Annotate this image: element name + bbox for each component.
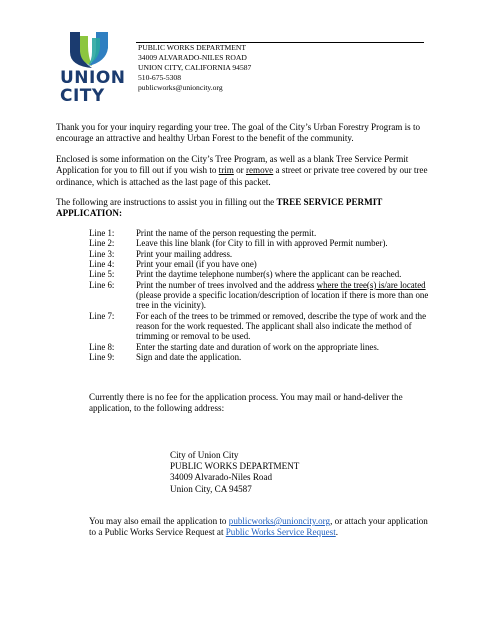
closing-text-b: , or attach your application to a Public Works Service Request at (89, 516, 428, 538)
mailing-address-line: City of Union City (170, 450, 239, 460)
instruction-text: Print the daytime telephone number(s) where the applicant can be reached. (136, 269, 402, 280)
instruction-text: Leave this line blank (for City to fill in with approved Permit number). (136, 238, 388, 249)
instruction-label: Line 1: (89, 228, 115, 238)
instruction-text (136, 280, 434, 311)
enclosed-paragraph (56, 154, 428, 188)
instruction-row (89, 342, 434, 352)
mailing-address-line: PUBLIC WORKS DEPARTMENT (170, 461, 300, 472)
union-city-logo (56, 30, 128, 108)
instructions-intro-text: The following are instructions to assist you in filling out the (56, 197, 277, 207)
letterhead-phone: 510-675-5308 (138, 73, 182, 82)
instruction-text: Enter the starting date and duration of work on the appropriate lines. (136, 341, 380, 352)
closing-text-c: . (335, 527, 339, 538)
closing-paragraph (89, 516, 429, 539)
or-word: or (233, 165, 246, 176)
instruction-text: Print your email (if you have one) (136, 259, 257, 270)
instruction-label: Line 6: (89, 279, 115, 290)
instruction-row (89, 238, 434, 248)
trim-word: trim (218, 165, 234, 176)
instruction-label: Line 3: (89, 248, 115, 259)
instruction-label: Line 7: (89, 310, 115, 321)
instructions-intro-bold: TREE SERVICE PERMIT APPLICATION: (56, 197, 383, 219)
logo-text-city: CITY (60, 86, 105, 106)
instruction-row (89, 280, 434, 311)
instruction-text: Sign and date the application. (136, 352, 242, 363)
instruction-row (89, 269, 434, 279)
letterhead-department: PUBLIC WORKS DEPARTMENT (138, 43, 246, 52)
instruction-text-a: Print the number of trees involved and the address (136, 279, 317, 290)
mailing-address-line: 34009 Alvarado-Niles Road (170, 472, 273, 483)
mailing-address (170, 450, 299, 495)
instruction-text-b: (please provide a specific location/description of location if there is more than one tree in the vicinity). (136, 290, 429, 311)
service-request-link[interactable]: Public Works Service Request (225, 527, 336, 538)
enclosed-text-a: Enclosed is some information on the City’s Tree Program, as well as a blank Tree Service Permit Application for you to fill out if you wish to (56, 154, 409, 176)
publicworks-email-link[interactable]: publicworks@unioncity.org (228, 516, 331, 526)
instruction-row (89, 249, 434, 259)
instruction-label: Line 4: (89, 259, 115, 270)
instruction-text: For each of the trees to be trimmed or removed, describe the type of work and the reason for the work requested. The applicant shall also indicate the method of trimming or removal to be used. (136, 310, 427, 342)
enclosed-text-b: a street or private tree covered by our tree ordinance, which is attached as the last page of this packet. (56, 165, 428, 187)
letterhead-email: publicworks@unioncity.org (138, 83, 223, 92)
remove-word: remove (245, 165, 274, 176)
instruction-text: Print your mailing address. (136, 248, 233, 259)
instruction-row (89, 352, 434, 362)
intro-paragraph: Thank you for your inquiry regarding your tree. The goal of the City’s Urban Forestry Program is to encourage an attractive and healthy Urban Forest to the benefit of the community. (56, 122, 421, 144)
instruction-text: Print the name of the person requesting the permit. (136, 228, 317, 238)
letterhead-address-block (138, 43, 251, 93)
closing-text-a: You may also email the application to (89, 516, 229, 526)
mailing-address-line: Union City, CA 94587 (170, 483, 252, 494)
fee-paragraph: Currently there is no fee for the application process. You may mail or hand-deliver the application, to the following address: (89, 392, 403, 414)
instruction-label: Line 2: (89, 238, 115, 249)
instruction-label: Line 8: (89, 341, 115, 352)
instruction-row (89, 311, 434, 342)
instruction-row (89, 259, 434, 269)
letterhead-street: 34009 ALVARADO-NILES ROAD (138, 53, 247, 62)
union-city-emblem-icon (66, 30, 118, 70)
instructions-intro (56, 197, 428, 220)
logo-text-union: UNION (60, 68, 126, 88)
instruction-list (89, 228, 434, 362)
instruction-text-underlined: where the tree(s) is/are located (316, 279, 426, 290)
instruction-label: Line 5: (89, 269, 115, 280)
letterhead-city: UNION CITY, CALIFORNIA 94587 (138, 63, 252, 72)
instruction-label: Line 9: (89, 352, 115, 363)
instruction-row (89, 228, 434, 238)
